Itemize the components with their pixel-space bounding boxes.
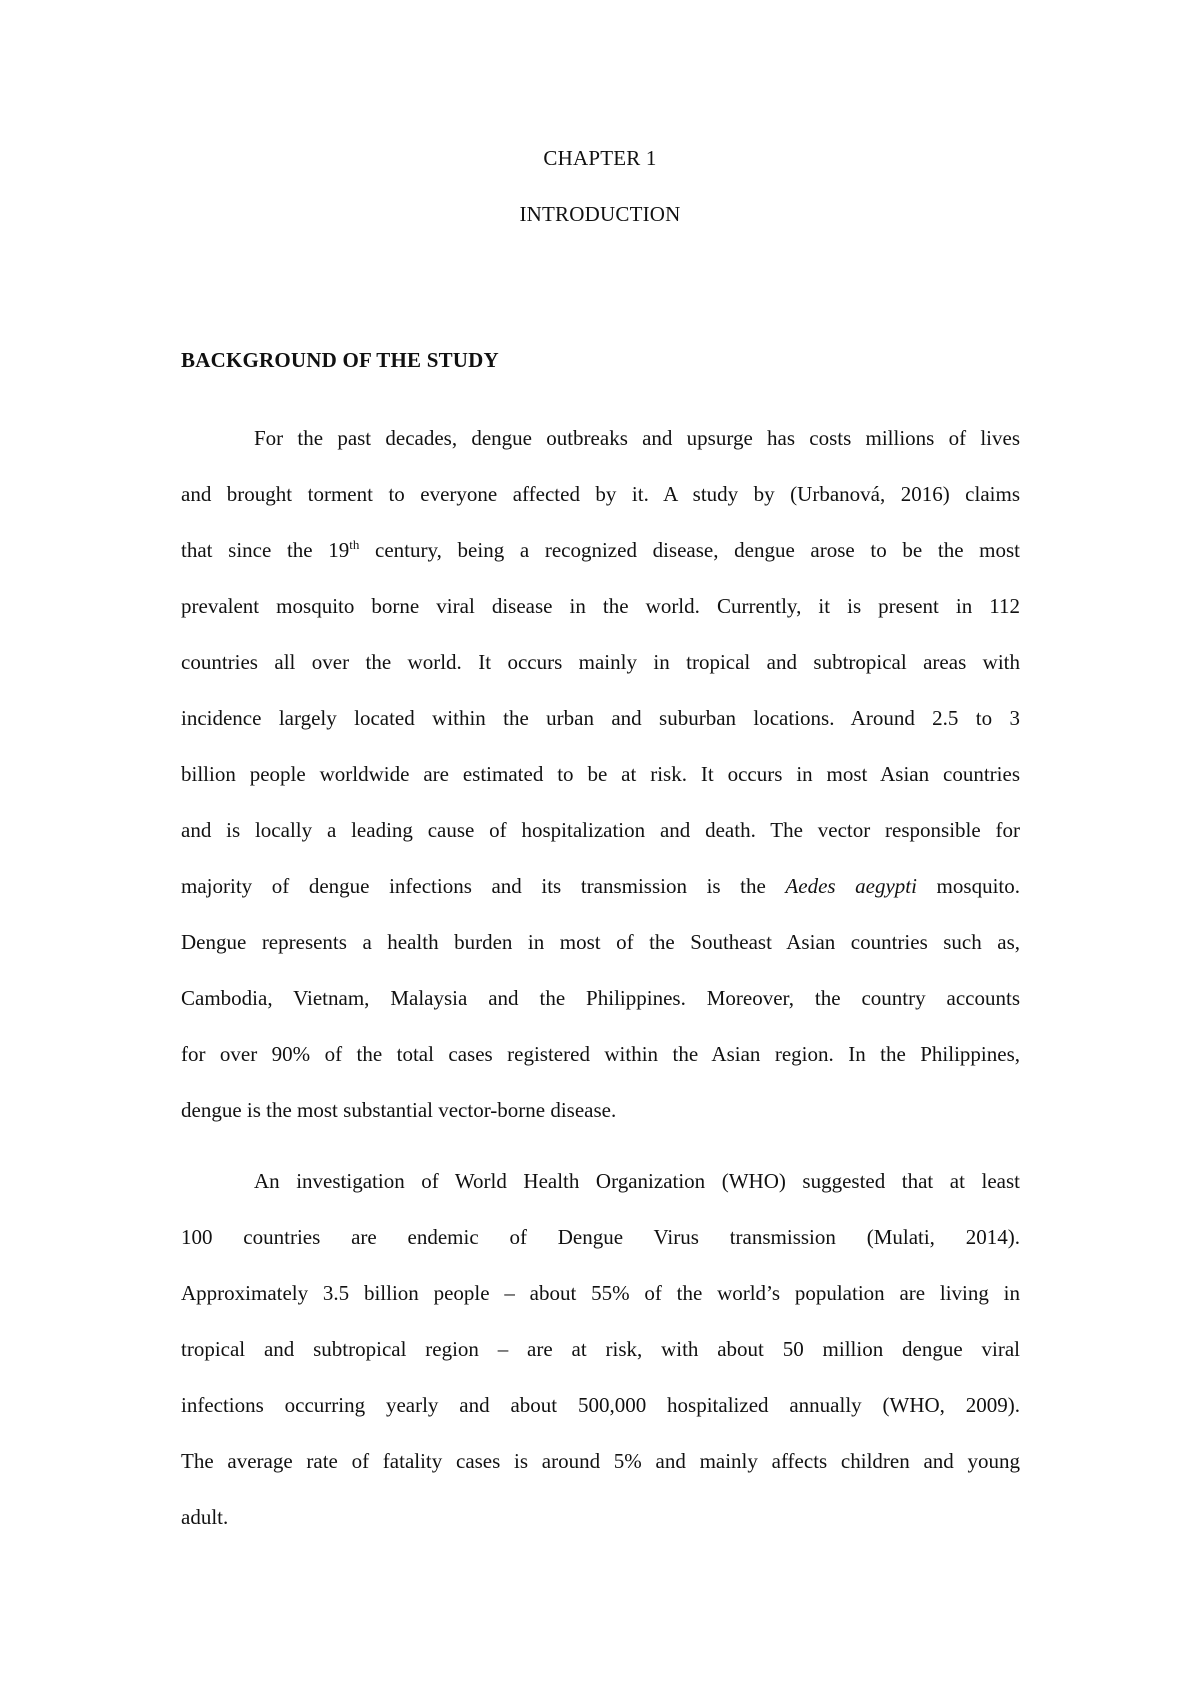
text-line xyxy=(181,522,1020,578)
text-line: incidence largely located within the urban and suburban locations. Around 2.5 to 3 xyxy=(181,706,1020,730)
paragraph-background-2 xyxy=(181,1153,1020,1545)
chapter-title: INTRODUCTION xyxy=(519,202,681,226)
superscript-ordinal: th xyxy=(349,537,360,552)
text-line: Approximately 3.5 billion people – about 55% of the world’s population are living in xyxy=(181,1281,1020,1305)
text-line: billion people worldwide are estimated to be at risk. It occurs in most Asian countries xyxy=(181,762,1020,786)
text-line: An investigation of World Health Organization (WHO) suggested that at least xyxy=(254,1169,1020,1193)
text-line: 100 countries are endemic of Dengue Virus transmission (Mulati, 2014). xyxy=(181,1225,1020,1249)
text-line: The average rate of fatality cases is around 5% and mainly affects children and young xyxy=(181,1449,1020,1473)
text-line: tropical and subtropical region – are at risk, with about 50 million dengue viral xyxy=(181,1337,1020,1361)
species-name-italic: Aedes aegypti xyxy=(785,874,917,898)
text-line: and is locally a leading cause of hospitalization and death. The vector responsible for xyxy=(181,818,1020,842)
chapter-number: CHAPTER 1 xyxy=(543,146,657,170)
text-fragment: century, being a recognized disease, dengue arose to be the most xyxy=(359,538,1021,562)
text-line: Dengue represents a health burden in most of the Southeast Asian countries such as, xyxy=(181,930,1020,954)
text-line: for over 90% of the total cases registered within the Asian region. In the Philippines, xyxy=(181,1042,1020,1066)
text-line: infections occurring yearly and about 500,000 hospitalized annually (WHO, 2009). xyxy=(181,1393,1020,1417)
text-line: dengue is the most substantial vector-borne disease. xyxy=(181,1098,617,1122)
text-line: and brought torment to everyone affected by it. A study by (Urbanová, 2016) claims xyxy=(181,482,1020,506)
text-line: Cambodia, Vietnam, Malaysia and the Philippines. Moreover, the country accounts xyxy=(181,986,1020,1010)
text-line: countries all over the world. It occurs mainly in tropical and subtropical areas with xyxy=(181,650,1020,674)
paragraph-background-1 xyxy=(181,410,1020,1138)
text-line: For the past decades, dengue outbreaks and upsurge has costs millions of lives xyxy=(254,426,1020,450)
text-fragment: majority of dengue infections and its transmission is the xyxy=(181,874,786,898)
text-fragment: mosquito. xyxy=(916,874,1020,898)
text-line xyxy=(181,858,1020,914)
text-line: adult. xyxy=(181,1505,229,1529)
section-heading: BACKGROUND OF THE STUDY xyxy=(181,348,499,372)
text-fragment: that since the 19 xyxy=(181,538,350,562)
text-line: prevalent mosquito borne viral disease in the world. Currently, it is present in 112 xyxy=(181,594,1020,618)
